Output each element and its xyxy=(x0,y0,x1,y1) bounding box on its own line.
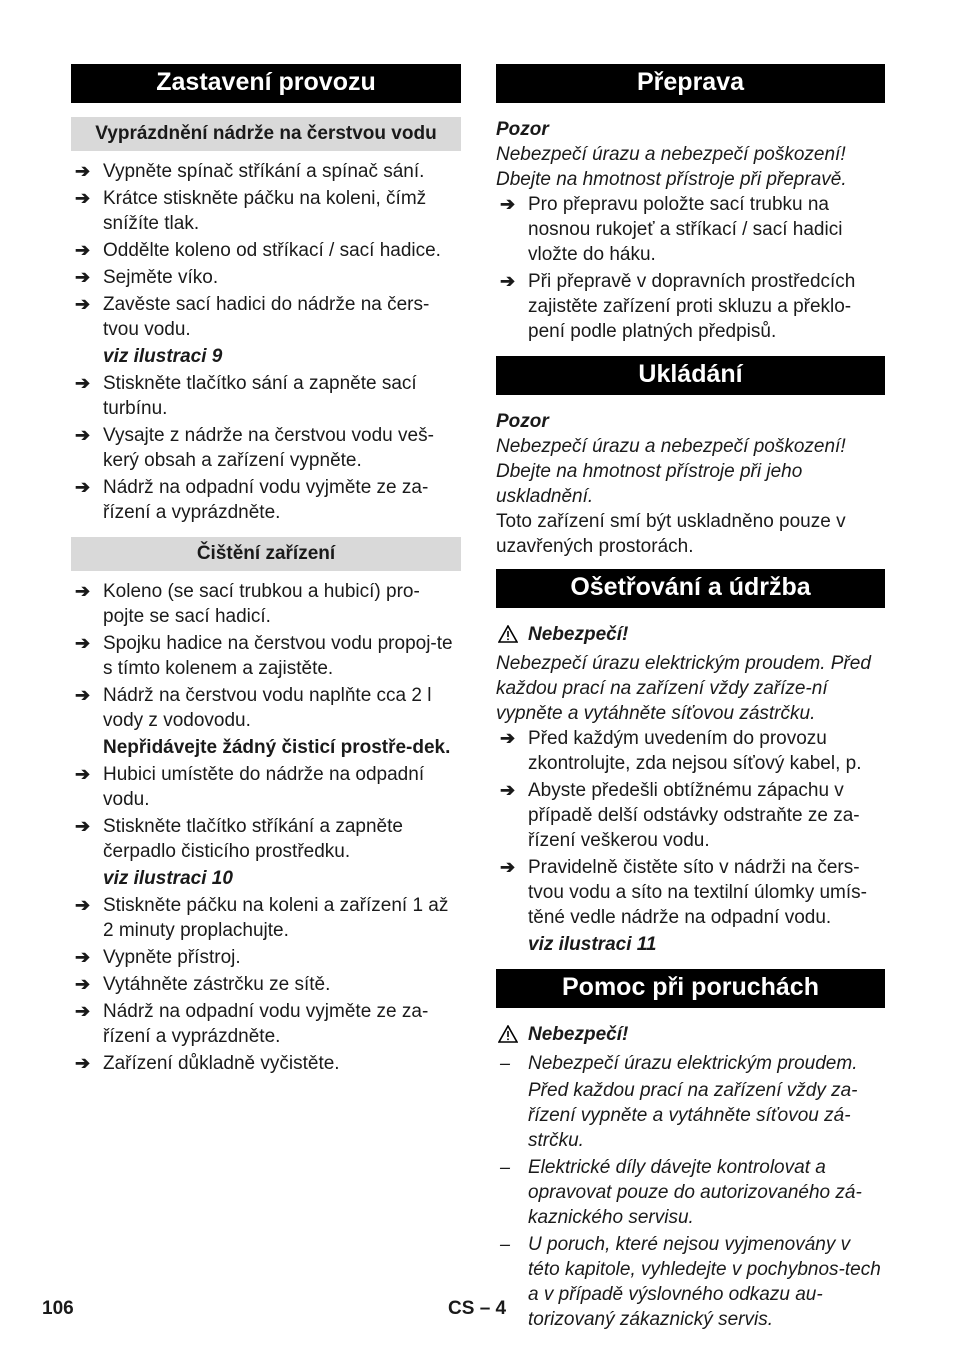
warning-triangle-icon xyxy=(498,1025,518,1043)
list-item: ➔ Stiskněte tlačítko sání a zapněte sací turbínu. xyxy=(75,373,417,419)
list-item: ➔ Nádrž na odpadní vodu vyjměte ze za-řízení a vyprázdněte. xyxy=(75,1001,429,1047)
list-item: – Elektrické díly dávejte kontrolovat a opravovat pouze do autorizovaného zá-kaznického servisu. xyxy=(500,1157,862,1228)
arrow-icon: ➔ xyxy=(75,267,91,287)
arrow-icon: ➔ xyxy=(75,581,91,601)
arrow-icon: ➔ xyxy=(75,1053,91,1073)
arrow-icon: ➔ xyxy=(75,633,91,653)
list-item: ➔ Stiskněte tlačítko stříkání a zapněte čerpadlo čisticího prostředku. xyxy=(75,816,403,862)
list-item: ➔ Sejměte víko. xyxy=(75,267,219,288)
trouble-subtext: Před každou prací na zařízení vždy za-řízení vypněte a vytáhněte síťovou zá-strčku. xyxy=(528,1080,858,1151)
list-item: ➔ Nádrž na odpadní vodu vyjměte ze za-řízení a vyprázdněte. xyxy=(75,477,429,523)
arrow-icon: ➔ xyxy=(75,188,91,208)
list-item: ➔ Pro přepravu položte sací trubku na nosnou rukojeť a stříkací / sací hadici vložte do háku. xyxy=(500,194,843,265)
heading-storage: Ukládání xyxy=(496,356,885,395)
list-item: ➔ Krátce stiskněte páčku na koleni, čímž snížíte tlak. xyxy=(75,188,427,234)
list-item: ➔ Spojku hadice na čerstvou vodu propoj-te s tímto kolenem a zajistěte. xyxy=(75,633,453,679)
list-item: ➔ Zařízení důkladně vyčistěte. xyxy=(75,1053,340,1074)
list-item: ➔ Oddělte koleno od stříkací / sací hadice. xyxy=(75,240,441,261)
caution-label: Pozor xyxy=(496,119,549,140)
arrow-icon: ➔ xyxy=(75,477,91,497)
arrow-icon: ➔ xyxy=(500,780,516,800)
dash-bullet: – xyxy=(500,1053,511,1073)
arrow-icon: ➔ xyxy=(75,816,91,836)
right-column xyxy=(496,64,885,1334)
warning-triangle-icon xyxy=(498,625,518,643)
storage-text: Toto zařízení smí být uskladněno pouze v uzavřených prostorách. xyxy=(496,511,846,557)
danger-label: Nebezpečí! xyxy=(496,1022,885,1047)
list-item: ➔ Hubici umístěte do nádrže na odpadní vodu. xyxy=(75,764,425,810)
figure-ref-11: viz ilustraci 11 xyxy=(528,934,657,955)
list-item: ➔ Abyste předešli obtížnému zápachu v případě delší odstávky odstraňte ze za-řízení veškerou vodu. xyxy=(500,780,860,851)
arrow-icon: ➔ xyxy=(75,974,91,994)
list-item: – Nebezpečí úrazu elektrickým proudem. xyxy=(500,1053,858,1074)
heading-maintenance: Ošetřování a údržba xyxy=(496,569,885,608)
arrow-icon: ➔ xyxy=(75,1001,91,1021)
arrow-icon: ➔ xyxy=(75,294,91,314)
subheading-clean: Čištění zařízení xyxy=(71,537,461,571)
no-detergent-note: Nepřidávejte žádný čisticí prostře-dek. xyxy=(103,737,451,758)
heading-transport: Přeprava xyxy=(496,64,885,103)
arrow-icon: ➔ xyxy=(75,161,91,181)
list-item: ➔ Zavěste sací hadici do nádrže na čers-tvou vodu. xyxy=(75,294,430,340)
list-item: ➔ Vypněte přístroj. xyxy=(75,947,241,968)
list-item: ➔ Při přepravě v dopravních prostředcích zajistěte zařízení proti skluzu a překlo-pení podle platných předpisů. xyxy=(500,271,856,342)
storage-warning: Nebezpečí úrazu a nebezpečí poškození! Dbejte na hmotnost přístroje při jeho uskladnění. xyxy=(496,436,846,507)
list-item: ➔ Stiskněte páčku na koleni a zařízení 1 až 2 minuty proplachujte. xyxy=(75,895,449,941)
arrow-icon: ➔ xyxy=(500,194,516,214)
list-item: ➔ Pravidelně čistěte síto v nádrži na čers-tvou vodu a síto na textilní úlomky umís-těné vedle nádrže na odpadní vodu. xyxy=(500,857,867,928)
list-item: ➔ Vytáhněte zástrčku ze sítě. xyxy=(75,974,331,995)
arrow-icon: ➔ xyxy=(75,895,91,915)
subheading-drain: Vyprázdnění nádrže na čerstvou vodu xyxy=(71,117,461,151)
arrow-icon: ➔ xyxy=(75,947,91,967)
list-item: ➔ Vysajte z nádrže na čerstvou vodu veš-kerý obsah a zařízení vypněte. xyxy=(75,425,434,471)
list-item: – U poruch, které nejsou vyjmenovány v této kapitole, vyhledejte v pochybnos-tech a v případě výslovného odkazu au-torizovaný zákaznický servis. xyxy=(500,1234,881,1330)
arrow-icon: ➔ xyxy=(75,240,91,260)
maintenance-warning: Nebezpečí úrazu elektrickým proudem. Před každou prací na zařízení vždy zaříze-ní vypněte a vytáhněte síťovou zástrčku. xyxy=(496,653,871,724)
arrow-icon: ➔ xyxy=(75,373,91,393)
list-item: ➔ Nádrž na čerstvou vodu naplňte cca 2 l vody z vodovodu. xyxy=(75,685,432,731)
caution-label: Pozor xyxy=(496,411,549,432)
heading-troubleshooting: Pomoc při poruchách xyxy=(496,969,885,1008)
page-footer-code: CS – 4 xyxy=(448,1298,507,1319)
left-column xyxy=(71,64,461,1078)
heading-stop: Zastavení provozu xyxy=(71,64,461,103)
dash-bullet: – xyxy=(500,1157,511,1177)
arrow-icon: ➔ xyxy=(500,857,516,877)
list-item: ➔ Před každým uvedením do provozu zkontrolujte, zda nejsou síťový kabel, p. xyxy=(500,728,862,774)
figure-ref-9: viz ilustraci 9 xyxy=(103,346,223,367)
figure-ref-10: viz ilustraci 10 xyxy=(103,868,233,889)
danger-label: Nebezpečí! xyxy=(496,622,885,647)
list-item: ➔ Vypněte spínač stříkání a spínač sání. xyxy=(75,161,425,182)
arrow-icon: ➔ xyxy=(500,271,516,291)
arrow-icon: ➔ xyxy=(500,728,516,748)
arrow-icon: ➔ xyxy=(75,685,91,705)
transport-warning: Nebezpečí úrazu a nebezpečí poškození! Dbejte na hmotnost přístroje při přepravě. xyxy=(496,144,847,190)
list-item: ➔ Koleno (se sací trubkou a hubicí) pro-pojte se sací hadicí. xyxy=(75,581,420,627)
arrow-icon: ➔ xyxy=(75,764,91,784)
dash-bullet: – xyxy=(500,1234,511,1254)
arrow-icon: ➔ xyxy=(75,425,91,445)
page-number: 106 xyxy=(42,1298,74,1319)
